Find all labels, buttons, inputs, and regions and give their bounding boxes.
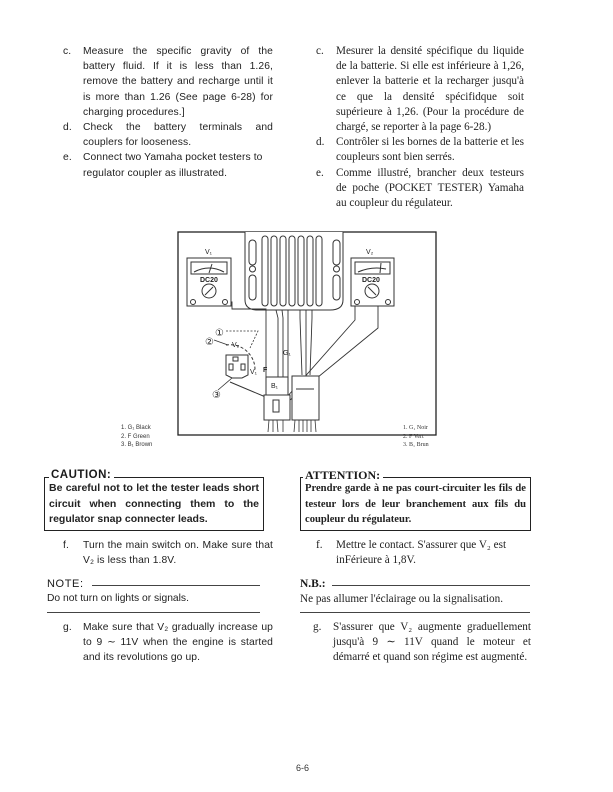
coupler-pins xyxy=(268,420,316,432)
tester-v2-label: V₂ xyxy=(366,249,374,256)
step-label: f. xyxy=(316,539,323,551)
note-rule-top-en xyxy=(92,585,260,586)
step-label: g. xyxy=(313,621,322,633)
regulator-icon xyxy=(245,232,343,310)
step-text: Connect two Yamaha pocket testers to regulator coupler as illustrated. xyxy=(83,152,263,179)
caution-title-fr: ATTENTION: xyxy=(303,468,383,483)
step-text: Turn the main switch on. Make sure that V₂ is less than 1.8V. xyxy=(83,540,273,567)
legend-item: 3. B₁ Brun xyxy=(403,442,429,448)
callout-3: ③ xyxy=(212,390,221,401)
note-rule-bottom-fr xyxy=(300,612,530,613)
wire-g1-label: G₁ xyxy=(283,350,291,357)
note-rule-bottom-en xyxy=(47,612,260,613)
step-text: Mesurer la densité spécifique du liquide de la batterie. Si elle est inférieure à 1,26, enlever la batterie et la recharger jusqu'à ce que la densité spécifidque soit supérieure à 1,26. (Pour la procédure de chargé, se reporter à la page 6-28.) xyxy=(336,45,524,134)
step-g-fr xyxy=(313,620,531,666)
legend-fr xyxy=(403,424,429,450)
step-text: Measure the specific gravity of the battery fluid. If it is less than 1.26, remove the battery and recharge until it is more than 1.26 (See page 6-28) for charging procedures.] xyxy=(83,46,273,118)
step-f-fr xyxy=(316,538,524,568)
step-text: Comme illustré, brancher deux testeurs de poche (POCKET TESTER) Yamaha au coupleur du régulateur. xyxy=(336,166,524,210)
step-label: g. xyxy=(63,622,72,633)
wire-f-label: F xyxy=(263,367,268,374)
caution-text-en: Be careful not to let the tester leads short circuit when connecting them to the regulator snap connecter leads. xyxy=(49,482,259,525)
legend-item: 3. B₁ Brown xyxy=(121,442,153,448)
connector-detail-icon xyxy=(226,345,268,398)
note-title-en: NOTE: xyxy=(47,578,84,590)
note-title-fr: N.B.: xyxy=(300,578,326,590)
caution-text-fr: Prendre garde à ne pas court-circuiter les fils de testeur lors de leur branchement aux fils du coupleur du régulateur. xyxy=(305,483,526,525)
step-label: c. xyxy=(316,45,324,57)
step-g-en xyxy=(63,620,273,666)
note-text-en: Do not turn on lights or signals. xyxy=(47,593,189,604)
note-text-fr: Ne pas allumer l'éclairage ou la signalisation. xyxy=(300,593,504,605)
callout-2: ② xyxy=(205,337,214,348)
step-label: c. xyxy=(63,46,72,57)
step-text: Contrôler si les bornes de la batterie et les coupleurs sont bien serrés. xyxy=(336,136,524,164)
caution-title-en: CAUTION: xyxy=(49,469,114,481)
tester-v1-range: DC20 xyxy=(200,277,218,284)
step-label: e. xyxy=(316,166,324,179)
tester-v2-range: DC20 xyxy=(362,277,380,284)
step-label: d. xyxy=(316,136,325,149)
step-label: e. xyxy=(63,152,72,164)
legend-en xyxy=(121,424,152,450)
step-text: Make sure that V₂ gradually increase up to 9 ∼ 11V when the engine is started and its revolutions go up. xyxy=(83,622,273,664)
step-label: d. xyxy=(63,122,72,134)
step-f-en xyxy=(63,538,273,568)
page-number: 6-6 xyxy=(296,763,310,773)
tester-v1-label: V₁ xyxy=(205,249,213,256)
step-label: f. xyxy=(63,540,69,551)
connector-v2-label: V₂ xyxy=(232,342,240,349)
connector-v1-label: V₁ xyxy=(250,369,258,376)
note-rule-top-fr xyxy=(332,585,530,586)
callout-1: ① xyxy=(215,328,224,339)
step-text: Check the battery terminals and couplers for looseness. xyxy=(83,122,273,149)
step-text: Mettre le contact. S'assurer que V₂ est inFérieure à 1,8V. xyxy=(336,539,507,567)
step-text: S'assurer que V₂ augmente graduellement jusqu'à 9 ∼ 11V quand le moteur et démarré et quand son régime est augmenté. xyxy=(333,621,531,664)
legend-item: 2. F Green xyxy=(121,433,150,440)
legend-item: 2. F Vert xyxy=(403,433,424,440)
legend-item: 1. G₁ Black xyxy=(121,425,151,431)
legend-item: 1. G₁ Noir xyxy=(403,425,428,431)
wire-b1-label: B₁ xyxy=(271,383,279,390)
